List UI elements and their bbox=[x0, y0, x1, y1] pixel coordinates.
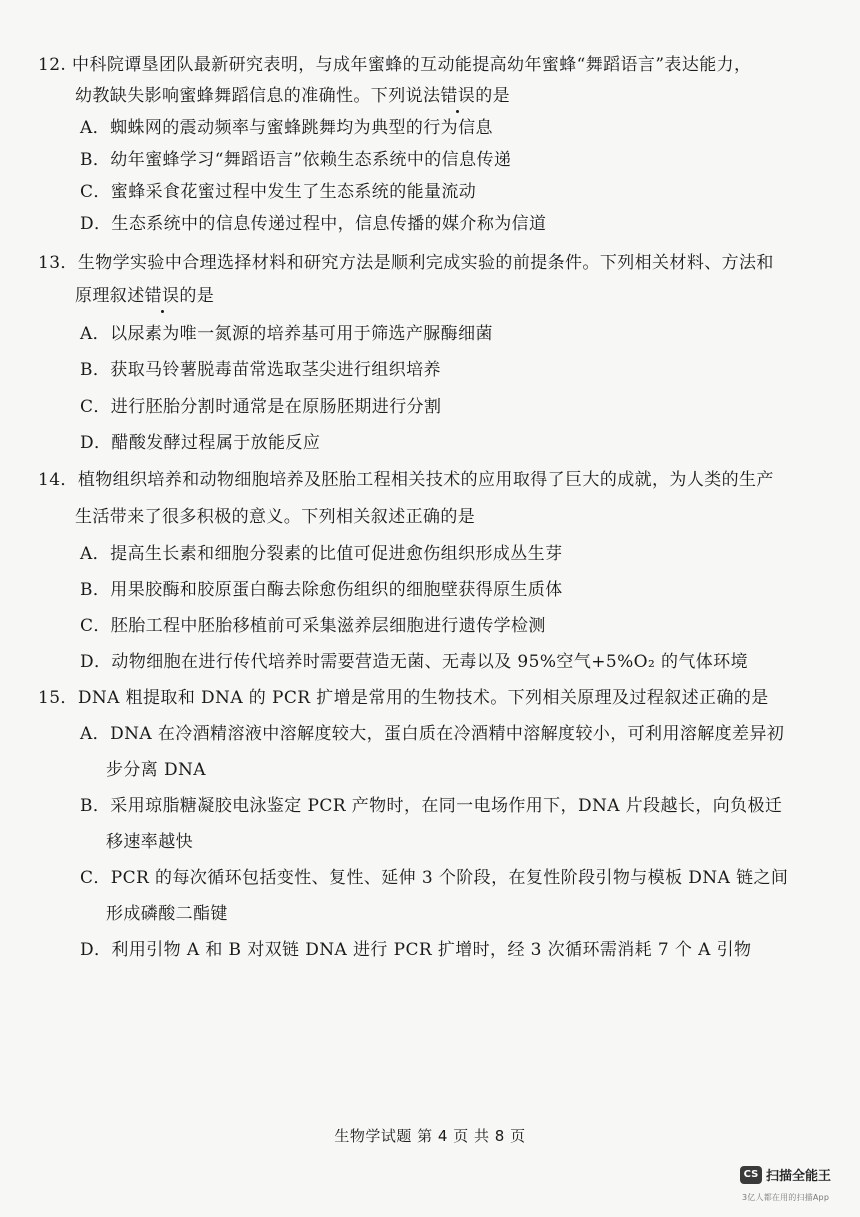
scanner-logo bbox=[740, 1165, 831, 1184]
q15-option-c: C．PCR 的每次循环包括变性、复性、延伸 3 个阶段，在复性阶段引物与模板 DNA 链之间 bbox=[80, 868, 789, 888]
q15-option-a-continued: 步分离 DNA bbox=[106, 760, 206, 780]
q13-emphasis: 错误 bbox=[144, 286, 180, 306]
scanner-name: 扫描全能王 bbox=[766, 1169, 832, 1184]
scanner-tagline: 3亿人都在用的扫描App bbox=[742, 1193, 830, 1202]
q12-option-a: A．蜘蛛网的震动频率与蜜蜂跳舞均为典型的行为信息 bbox=[80, 118, 493, 138]
q12-stem-line-2 bbox=[75, 84, 510, 108]
q15-option-c-continued: 形成磷酸二酯键 bbox=[106, 904, 228, 924]
q14-option-b: B．用果胶酶和胶原蛋白酶去除愈伤组织的细胞壁获得原生质体 bbox=[80, 580, 563, 600]
q14-stem-line-2: 生活带来了很多积极的意义。下列相关叙述正确的是 bbox=[75, 507, 476, 527]
q12-option-b: B．幼年蜜蜂学习“舞蹈语言”依赖生态系统中的信息传递 bbox=[80, 150, 512, 170]
q13-stem-line-2 bbox=[75, 284, 214, 308]
q15-option-b-continued: 移速率越快 bbox=[106, 832, 193, 852]
q12-emphasis: 错误 bbox=[440, 86, 476, 106]
q13-option-a: A．以尿素为唯一氮源的培养基可用于筛选产脲酶细菌 bbox=[80, 324, 493, 344]
q12-option-c: C．蜜蜂采食花蜜过程中发生了生态系统的能量流动 bbox=[80, 182, 477, 202]
q14-stem-line-1: 14．植物组织培养和动物细胞培养及胚胎工程相关技术的应用取得了巨大的成就，为人类的生产 bbox=[38, 470, 774, 490]
q13-stem-line-1: 13．生物学实验中合理选择材料和研究方法是顺利完成实验的前提条件。下列相关材料、方法和 bbox=[38, 253, 774, 273]
q12-stem-line-1: 12. 中科院谭垦团队最新研究表明，与成年蜜蜂的互动能提高幼年蜜蜂“舞蹈语言”表达能力， bbox=[38, 55, 752, 75]
q13-stem-tail: 的是 bbox=[179, 286, 215, 306]
q15-option-b: B．采用琼脂糖凝胶电泳鉴定 PCR 产物时，在同一电场作用下，DNA 片段越长，向负极迁 bbox=[80, 796, 783, 816]
q15-option-a: A．DNA 在冷酒精溶液中溶解度较大，蛋白质在冷酒精中溶解度较小，可利用溶解度差异初 bbox=[80, 724, 785, 744]
q12-stem-tail: 的是 bbox=[475, 86, 511, 106]
q15-option-d: D．利用引物 A 和 B 对双链 DNA 进行 PCR 扩增时，经 3 次循环需消耗 7 个 A 引物 bbox=[80, 940, 752, 960]
q14-option-c: C．胚胎工程中胚胎移植前可采集滋养层细胞进行遗传学检测 bbox=[80, 616, 546, 636]
q12-stem-text: 幼教缺失影响蜜蜂舞蹈信息的准确性。下列说法 bbox=[75, 86, 441, 106]
q12-option-d: D．生态系统中的信息传递过程中，信息传播的媒介称为信道 bbox=[80, 214, 547, 234]
q15-stem-line-1: 15．DNA 粗提取和 DNA 的 PCR 扩增是常用的生物技术。下列相关原理及过程叙述正确的是 bbox=[38, 688, 769, 708]
q13-stem-text: 原理叙述 bbox=[75, 286, 145, 306]
page-footer: 生物学试题 第 4 页 共 8 页 bbox=[334, 1127, 526, 1145]
q13-option-c: C．进行胚胎分割时通常是在原肠胚期进行分割 bbox=[80, 397, 442, 417]
q14-option-a: A．提高生长素和细胞分裂素的比值可促进愈伤组织形成丛生芽 bbox=[80, 544, 563, 564]
scanner-badge-icon: CS bbox=[740, 1166, 762, 1184]
q13-option-b: B．获取马铃薯脱毒苗常选取茎尖进行组织培养 bbox=[80, 360, 441, 380]
q13-option-d: D．醋酸发酵过程属于放能反应 bbox=[80, 433, 321, 453]
q14-option-d: D．动物细胞在进行传代培养时需要营造无菌、无毒以及 95%空气+5%O₂ 的气体环境 bbox=[80, 652, 748, 672]
